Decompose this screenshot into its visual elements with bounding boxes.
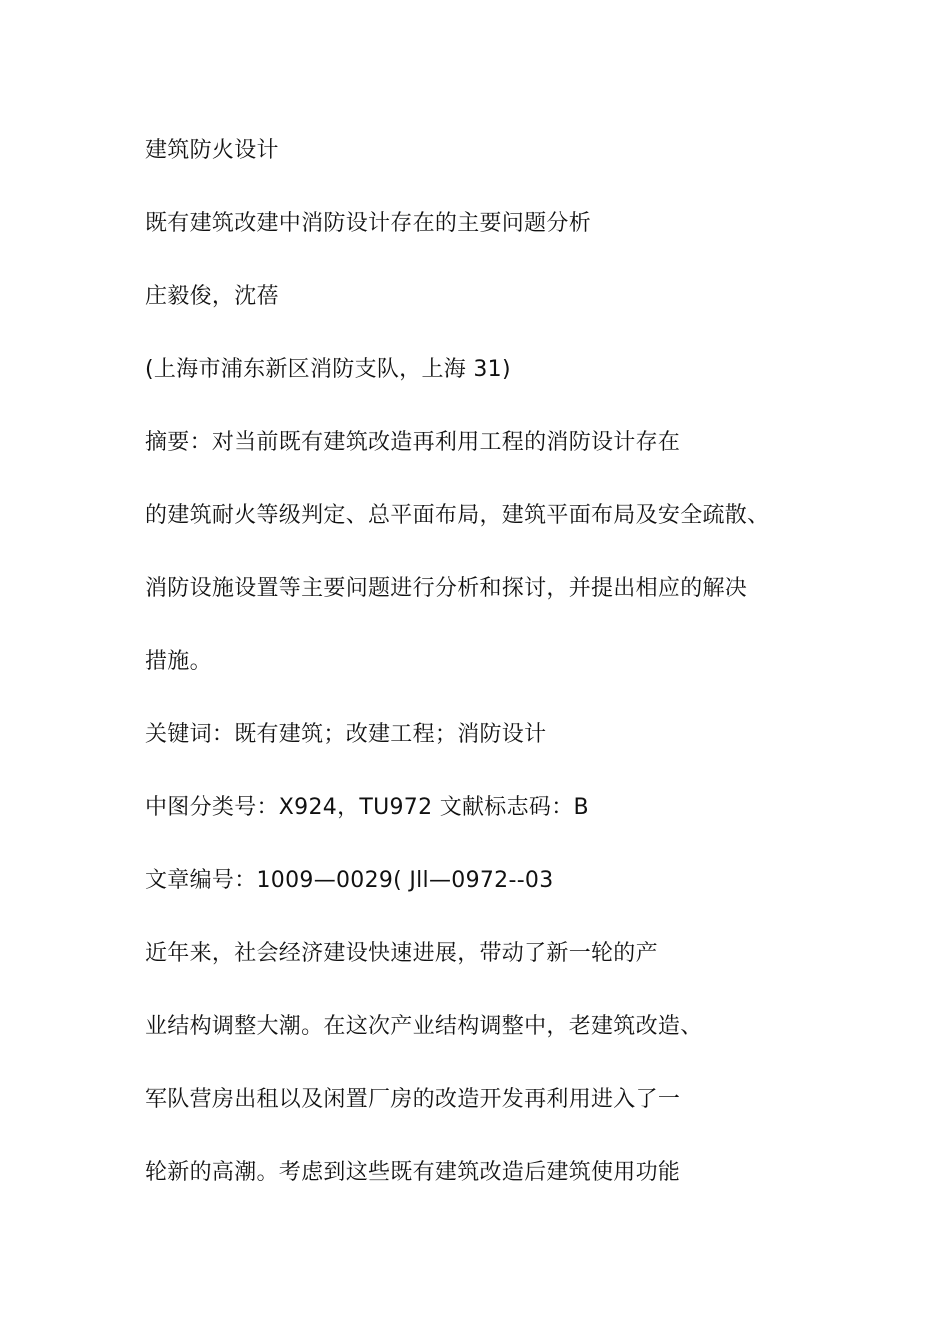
abstract-line: 摘要：对当前既有建筑改造再利用工程的消防设计存在 bbox=[145, 430, 681, 455]
article-title: 既有建筑改建中消防设计存在的主要问题分析 bbox=[145, 211, 592, 236]
authors: 庄毅俊，沈蓓 bbox=[145, 284, 279, 309]
body-line: 军队营房出租以及闲置厂房的改造开发再利用进入了一 bbox=[145, 1087, 681, 1112]
abstract-line: 的建筑耐火等级判定、总平面布局，建筑平面布局及安全疏散、 bbox=[145, 503, 770, 528]
body-line: 轮新的高潮。考虑到这些既有建筑改造后建筑使用功能 bbox=[145, 1160, 681, 1185]
body-line: 近年来，社会经济建设快速进展，带动了新一轮的产 bbox=[145, 941, 658, 966]
abstract-line: 措施。 bbox=[145, 649, 212, 674]
keywords: 关键词：既有建筑；改建工程；消防设计 bbox=[145, 722, 547, 747]
abstract-line: 消防设施设置等主要问题进行分析和探讨，并提出相应的解决 bbox=[145, 576, 748, 601]
article-number: 文章编号：1009—0029( Jll—0972--03 bbox=[145, 868, 554, 893]
classification-number: 中图分类号：X924，TU972 文献标志码：B bbox=[145, 795, 589, 820]
section-heading: 建筑防火设计 bbox=[145, 138, 279, 163]
affiliation: (上海市浦东新区消防支队，上海 31) bbox=[145, 357, 511, 382]
body-line: 业结构调整大潮。在这次产业结构调整中，老建筑改造、 bbox=[145, 1014, 703, 1039]
